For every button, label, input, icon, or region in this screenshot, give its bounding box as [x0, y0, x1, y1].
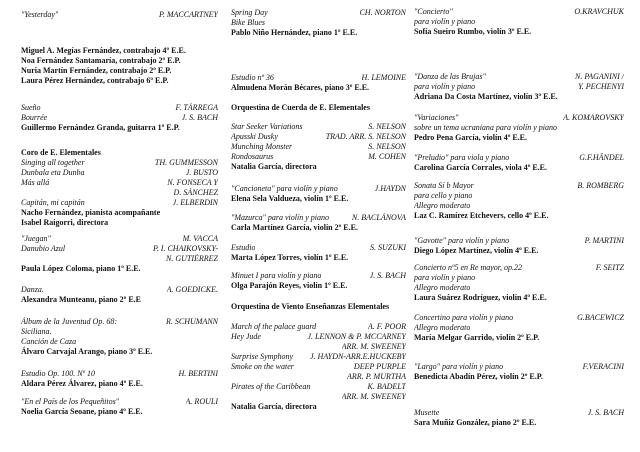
piece-title: para violín y piano — [414, 273, 476, 282]
piece-line — [231, 332, 406, 342]
composer-name: S. NELSON — [368, 142, 406, 151]
composer-name: G.BACEWICZ — [577, 313, 624, 322]
piece-title: Surprise Symphony — [231, 352, 293, 361]
piece-title: Munching Monster — [231, 142, 293, 151]
piece-line — [21, 327, 218, 337]
piece-title: Bourrée — [21, 113, 48, 122]
performer-line: Carla Martínez García, violín 2º E.E. — [231, 223, 358, 232]
program-entry — [231, 302, 406, 312]
piece-title: Danza. — [21, 285, 44, 294]
composer-name: B. ROMBERG — [577, 181, 624, 190]
piece-line — [21, 337, 218, 347]
piece-title: para cello y piano — [414, 191, 473, 200]
composer-name: M. VACCA — [182, 234, 218, 243]
piece-line — [414, 7, 624, 17]
program-entry — [414, 181, 624, 221]
program-entry — [231, 73, 406, 93]
composer-name: K. BADELT — [367, 382, 406, 391]
composer-name: M. COHEN — [368, 152, 406, 161]
composer-name: F.VERACINI — [582, 362, 624, 371]
program-entry — [414, 362, 624, 382]
program-entry — [231, 271, 406, 291]
piece-line — [21, 397, 218, 407]
program-entry — [21, 317, 218, 357]
program-entry — [231, 213, 406, 233]
piece-title: March of the palace guard — [231, 322, 317, 331]
piece-title: Apusski Dusky — [231, 132, 278, 141]
piece-line — [414, 201, 624, 211]
piece-title: sobre un tema ucraniana para violín y piano — [414, 123, 558, 132]
composer-name: N. BACLÁNOVA — [351, 213, 406, 222]
program-entry — [231, 103, 406, 113]
performer-line: Noa Fernández Santamaría, contrabajo 2º E.P. — [21, 56, 181, 65]
piece-title: Estudio Op. 100. Nº 10 — [21, 369, 96, 378]
piece-line — [414, 408, 624, 418]
performer-line: Laz C. Ramírez Etchevers, cello 4º E.E. — [414, 211, 549, 220]
program-entry — [231, 122, 406, 172]
piece-line — [21, 317, 218, 327]
composer-name: N. FONSECA Y — [167, 178, 218, 187]
composer-name: D. SÁNCHEZ — [173, 188, 218, 197]
composer-name: P. MACCARTNEY — [159, 10, 218, 19]
composer-name: P. I. CHAIKOVSKY- — [152, 244, 218, 253]
composer-name: F. SEITZ — [595, 263, 624, 272]
piece-line — [231, 152, 406, 162]
program-entry — [21, 369, 218, 389]
piece-line — [231, 352, 406, 362]
piece-title: Danubio Azul — [21, 244, 66, 253]
composer-name: Y. PECHENYI — [578, 82, 624, 91]
piece-title: Allegro moderato — [414, 201, 471, 210]
piece-line — [231, 213, 406, 223]
piece-line — [414, 236, 624, 246]
performer-line: Pedro Pena García, violín 4º E.E. — [414, 133, 528, 142]
piece-title: "Juegan" — [21, 234, 51, 243]
performer-line: Isabel Raigorri, directora — [21, 218, 109, 227]
composer-name: TH. GUMMESSON — [154, 158, 218, 167]
piece-line — [21, 113, 218, 123]
piece-line — [21, 168, 218, 178]
piece-line — [414, 17, 624, 27]
composer-name: H. LEMOINE — [361, 73, 406, 82]
program-entry — [21, 46, 218, 86]
piece-line — [414, 191, 624, 201]
composer-name: S. SUZUKI — [369, 243, 406, 252]
piece-title: Rondosaurus — [231, 152, 274, 161]
composer-name: CH. NORTON — [359, 8, 406, 17]
piece-title: Estudio — [231, 243, 256, 252]
composer-name: J. S. BACH — [181, 113, 218, 122]
performer-line: Diego López Martínez, violín 4º E.E. — [414, 246, 539, 255]
piece-line — [414, 113, 624, 123]
piece-title: para violín y piano — [414, 82, 476, 91]
piece-title: Minuet I para violín y piano — [231, 271, 322, 280]
piece-title: Musette — [414, 408, 440, 417]
ensemble-heading: Coro de E. Elementales — [21, 148, 101, 157]
composer-name: J.HAYDN — [374, 184, 406, 193]
performer-line: Guillermo Fernández Granda, guitarra 1º E.P. — [21, 123, 180, 132]
piece-line — [231, 322, 406, 332]
performer-line: Elena Sela Valdueza, violín 1º E.E. — [231, 194, 349, 203]
performer-line: Olga Parajón Reyes, violín 1º E.E. — [231, 281, 348, 290]
piece-title: Dunbala eta Dunba — [21, 168, 85, 177]
composer-name: G.F.HÄNDEL — [579, 153, 624, 162]
program-entry — [414, 72, 624, 102]
performer-line: Adriana Da Costa Martínez, violín 3º E.E. — [414, 92, 558, 101]
piece-line — [231, 243, 406, 253]
piece-line — [231, 184, 406, 194]
composer-name: J. HAYDN-ARR.E.HUCKEBY — [310, 352, 406, 361]
piece-title: "Yesterday" — [21, 10, 59, 19]
piece-title: Bike Blues — [231, 18, 265, 27]
piece-line — [21, 10, 218, 20]
piece-line — [414, 283, 624, 293]
piece-title: Más allá — [21, 178, 50, 187]
piece-title: Estudio nº 36 — [231, 73, 274, 82]
piece-title: "Mazurca" para violín y piano — [231, 213, 329, 222]
composer-name: A. GOEDICKE. — [166, 285, 218, 294]
piece-title: "Preludio" para viola y piano — [414, 153, 510, 162]
piece-line — [231, 362, 406, 372]
piece-line — [231, 142, 406, 152]
composer-name: J. LENNON & P. MCCARNEY — [307, 332, 406, 341]
piece-title: Spring Day — [231, 8, 268, 17]
performer-line: Natalia García, directora — [231, 162, 317, 171]
program-entry — [231, 184, 406, 204]
piece-line — [414, 313, 624, 323]
piece-line — [231, 342, 406, 352]
composer-name: N. GUTIÉRREZ — [166, 254, 218, 263]
piece-title: "Cancioneta" para violín y piano — [231, 184, 338, 193]
piece-line — [21, 188, 218, 198]
performer-line: Benedicta Abadín Pérez, violín 2º E.P. — [414, 372, 543, 381]
composer-name: J. ELBERDIN — [172, 198, 218, 207]
piece-title: Allegro moderato — [414, 323, 471, 332]
composer-name: ARR. P. MURTHA — [347, 372, 406, 381]
piece-line — [231, 8, 406, 18]
piece-title: Concierto nº5 en Re mayor, op.22 — [414, 263, 523, 272]
performer-line: Nuria Martín Fernández, contrabajo 2º E.P. — [21, 66, 172, 75]
performer-line: Alexandra Munteanu, piano 2º E.E — [21, 295, 141, 304]
piece-line — [414, 72, 624, 82]
performer-line: Aldara Pérez Álvarez, piano 4º E.E. — [21, 379, 143, 388]
program-entry — [231, 322, 406, 412]
performer-line: Álvaro Carvajal Arango, piano 3º E.E. — [21, 347, 153, 356]
performer-line: Laura Pérez Hernández, contrabajo 6º E.P. — [21, 76, 169, 85]
ensemble-heading: Orquestina de Viento Enseñanzas Elementales — [231, 302, 390, 311]
program-entry — [231, 243, 406, 263]
program-entry — [414, 153, 624, 173]
composer-name: A. F. POOR — [367, 322, 406, 331]
program-entry — [414, 263, 624, 303]
composer-name: A. KOMAROVSKY — [563, 113, 624, 122]
composer-name: P. MARTINI — [584, 236, 624, 245]
composer-name: A. ROULI — [185, 397, 218, 406]
program-entry — [414, 236, 624, 256]
piece-line — [231, 382, 406, 392]
composer-name: S. NELSON — [368, 122, 406, 131]
composer-name: ARR. M. SWEENEY — [341, 342, 406, 351]
program-entry — [414, 408, 624, 428]
piece-title: "Danza de las Brujas" — [414, 72, 486, 81]
performer-line: Miguel A. Megías Fernández, contrabajo 4º E.E. — [21, 46, 186, 55]
piece-title: Smoke on the water — [231, 362, 294, 371]
piece-title: Álbum de la Juventud Op. 68: — [21, 317, 117, 326]
piece-title: Hey Jude — [231, 332, 261, 341]
piece-line — [21, 244, 218, 254]
piece-title: Canción de Caza — [21, 337, 77, 346]
piece-line — [231, 271, 406, 281]
piece-line — [21, 234, 218, 244]
performer-line: Noelia García Seoane, piano 4º E.E. — [21, 407, 143, 416]
piece-title: Singing all together — [21, 158, 85, 167]
piece-line — [414, 362, 624, 372]
performer-line: Nacho Fernández, pianista acompañante — [21, 208, 161, 217]
piece-title: Pirates of the Caribbean — [231, 382, 311, 391]
program-entry — [21, 10, 218, 20]
performer-line: Carolina García Corrales, viola 4º E.E. — [414, 163, 548, 172]
piece-line — [21, 103, 218, 113]
performer-line: Almudena Morán Bécares, piano 3º E.E. — [231, 83, 370, 92]
piece-line — [21, 178, 218, 188]
performer-line: Paula López Coloma, piano 1º E.E. — [21, 264, 141, 273]
piece-title: Siciliana. — [21, 327, 52, 336]
composer-name: J. S. BACH — [587, 408, 624, 417]
piece-line — [21, 198, 218, 208]
performer-line: Laura Suárez Rodríguez, violín 4º E.E. — [414, 293, 547, 302]
composer-name: DEEP PURPLE — [353, 362, 406, 371]
composer-name: R. SCHUMANN — [166, 317, 218, 326]
piece-title: "Concierto" — [414, 7, 453, 16]
composer-name: ARR. M. SWEENEY — [341, 392, 406, 401]
performer-line: María Melgar Garrido, violín 2º E.P. — [414, 333, 540, 342]
composer-name: J. S. BACH — [369, 271, 406, 280]
program-entry — [414, 113, 624, 143]
performer-line: Sara Muñiz González, piano 2º E.E. — [414, 418, 537, 427]
piece-title: Allegro moderato — [414, 283, 471, 292]
piece-line — [414, 123, 624, 133]
piece-line — [414, 273, 624, 283]
program-entry — [414, 7, 624, 37]
ensemble-heading: Orquestina de Cuerda de E. Elementales — [231, 103, 370, 112]
piece-line — [21, 285, 218, 295]
piece-title: Sueño — [21, 103, 41, 112]
piece-line — [231, 18, 406, 28]
performer-line: Pablo Niño Hernández, piano 1º E.E. — [231, 28, 358, 37]
piece-title: "En el País de los Pequeñitos" — [21, 397, 120, 406]
piece-title: Star Seeker Variations — [231, 122, 303, 131]
piece-line — [414, 153, 624, 163]
piece-line — [231, 132, 406, 142]
piece-line — [231, 73, 406, 83]
piece-line — [231, 392, 406, 402]
piece-line — [414, 82, 624, 92]
piece-title: para violín y piano — [414, 17, 476, 26]
composer-name: TRAD. ARR. S. NELSON — [325, 132, 406, 141]
program-entry — [21, 234, 218, 274]
composer-name: N. PAGANINI / — [575, 72, 624, 81]
piece-line — [231, 372, 406, 382]
piece-title: "Variaciones" — [414, 113, 459, 122]
piece-line — [414, 263, 624, 273]
piece-line — [21, 158, 218, 168]
piece-line — [231, 122, 406, 132]
piece-title: Capitán, mi capitán — [21, 198, 85, 207]
program-entry — [21, 148, 218, 228]
performer-line: Natalia García, directora — [231, 402, 317, 411]
program-entry — [21, 103, 218, 133]
performer-line: Sofía Sueiro Rumbo, violín 3º E.E. — [414, 27, 532, 36]
piece-title: "Largo" para violín y piano — [414, 362, 504, 371]
piece-line — [21, 369, 218, 379]
piece-line — [21, 254, 218, 264]
piece-title: Concertino para violín y piano — [414, 313, 514, 322]
program-entry — [21, 397, 218, 417]
program-entry — [21, 285, 218, 305]
piece-line — [414, 181, 624, 191]
program-entry — [231, 8, 406, 38]
piece-title: Sonata Sí b Mayor — [414, 181, 474, 190]
program-entry — [414, 313, 624, 343]
performer-line: Marta López Torres, violín 1º E.E. — [231, 253, 349, 262]
composer-name: F. TÁRREGA — [175, 103, 218, 112]
composer-name: O.KRAVCHUK — [574, 7, 624, 16]
piece-line — [414, 323, 624, 333]
composer-name: H. BERTINI — [178, 369, 218, 378]
piece-title: "Gavotte" para violín y piano — [414, 236, 510, 245]
composer-name: J. BUSTO — [185, 168, 218, 177]
